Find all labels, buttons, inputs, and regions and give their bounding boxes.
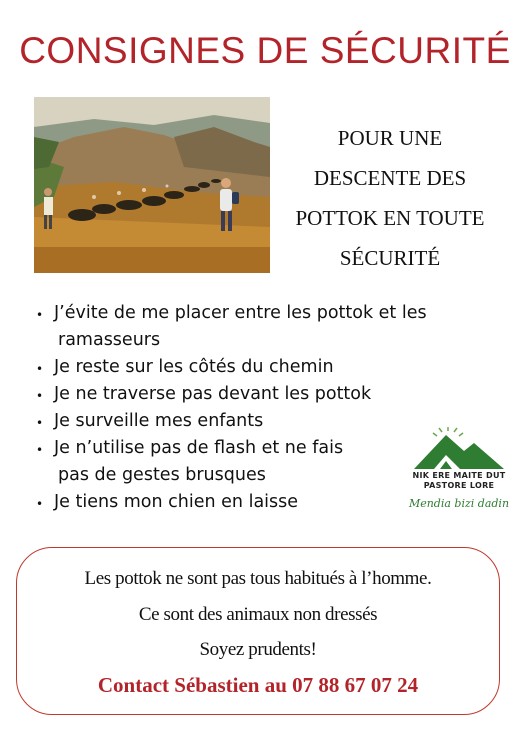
warning-notice-box [16,547,500,715]
list-item [30,354,490,381]
subtitle [270,118,510,278]
bullet-icon: • [36,497,44,511]
rule-text: Je ne traverse pas devant les pottok [54,384,372,404]
list-item [30,300,490,354]
logo-brand-line: PASTORE LORE [423,481,495,490]
page-title: CONSIGNES DE SÉCURITÉ [19,30,511,71]
subtitle-line: SÉCURITÉ [339,246,441,270]
rule-text: Je reste sur les côtés du chemin [54,357,334,377]
rule-text-continued: pas de gestes brusques [58,465,266,485]
notice-line: Les pottok ne sont pas tous habitués à l’homme. [84,568,432,589]
bullet-icon: • [36,443,44,457]
pastore-lore-logo [404,425,514,515]
rule-text: J’évite de me placer entre les pottok et les [54,303,427,323]
bullet-icon: • [36,389,44,403]
notice-line: Ce sont des animaux non dressés [138,604,378,625]
logo-brand [404,471,514,491]
subtitle-line: DESCENTE DES [313,166,467,190]
rule-text: Je tiens mon chien en laisse [54,492,299,512]
hiking-photo [34,97,270,273]
bullet-icon: • [36,416,44,430]
contact-line: Contact Sébastien au 07 88 67 07 24 [97,673,419,697]
rule-text: Je n’utilise pas de flash et ne fais [54,438,344,458]
logo-brand-line: NIK ERE MAITE DUT [412,471,506,480]
subtitle-line: POUR UNE [337,126,443,150]
logo-tagline: Mendia bizi dadin [408,497,510,510]
bullet-icon: • [36,308,44,322]
bullet-icon: • [36,362,44,376]
rule-text-continued: ramasseurs [58,330,161,350]
mountain-icon [404,425,514,471]
list-item [30,381,490,408]
notice-line: Soyez prudents! [199,639,317,660]
rule-text: Je surveille mes enfants [54,411,264,431]
subtitle-line: POTTOK EN TOUTE [295,206,485,230]
